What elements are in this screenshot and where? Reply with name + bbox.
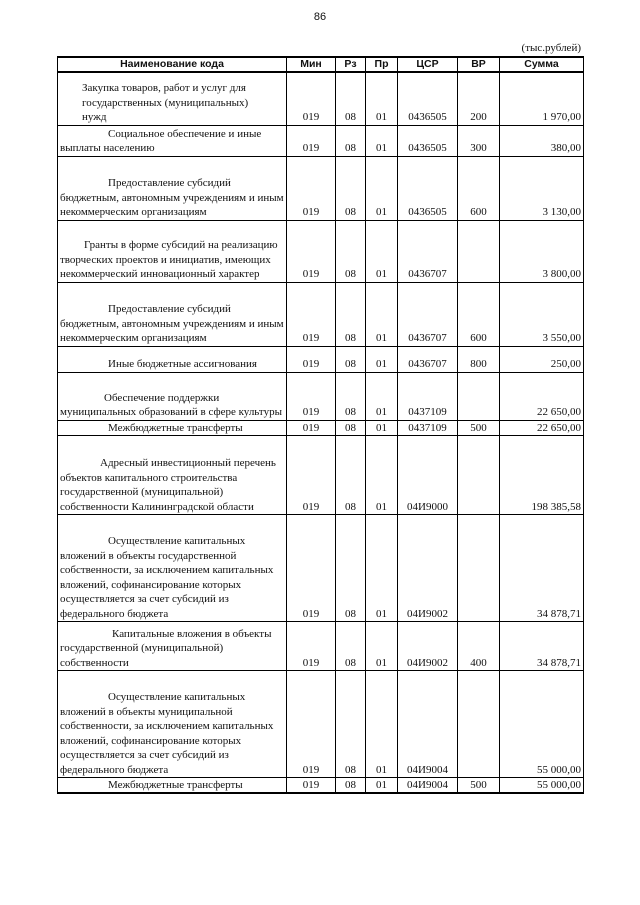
row-sum: 3 550,00 xyxy=(500,282,584,346)
row-pr: 01 xyxy=(366,156,398,220)
row-csr: 04И9000 xyxy=(398,435,458,514)
header-vr: ВР xyxy=(458,57,500,72)
row-sum: 198 385,58 xyxy=(500,435,584,514)
row-min: 019 xyxy=(287,621,336,670)
row-min: 019 xyxy=(287,220,336,282)
row-pr: 01 xyxy=(366,621,398,670)
table-row xyxy=(58,125,584,156)
row-sum: 1 970,00 xyxy=(500,72,584,125)
row-min: 019 xyxy=(287,435,336,514)
table-header-row xyxy=(58,57,584,72)
row-min: 019 xyxy=(287,346,336,372)
row-csr: 0437109 xyxy=(398,372,458,420)
row-vr: 200 xyxy=(458,72,500,125)
table-row xyxy=(58,670,584,777)
row-pr: 01 xyxy=(366,372,398,420)
row-pr: 01 xyxy=(366,420,398,435)
row-vr: 800 xyxy=(458,346,500,372)
row-sum: 250,00 xyxy=(500,346,584,372)
row-rz: 08 xyxy=(336,125,366,156)
row-vr xyxy=(458,435,500,514)
table-row xyxy=(58,72,584,125)
row-sum: 3 800,00 xyxy=(500,220,584,282)
row-min: 019 xyxy=(287,72,336,125)
page-number: 86 xyxy=(313,11,327,23)
row-name: Адресный инвестиционный перечень объектов капитального строительства государственной (муниципальной) собственности Калининградской области xyxy=(58,435,287,514)
row-rz: 08 xyxy=(336,346,366,372)
row-sum: 55 000,00 xyxy=(500,777,584,793)
row-min: 019 xyxy=(287,670,336,777)
row-sum: 3 130,00 xyxy=(500,156,584,220)
header-rz: Рз xyxy=(336,57,366,72)
header-min: Мин xyxy=(287,57,336,72)
row-csr: 0436505 xyxy=(398,125,458,156)
table-row xyxy=(58,156,584,220)
row-name: Обеспечение поддержки муниципальных образований в сфере культуры xyxy=(58,372,287,420)
table-row xyxy=(58,514,584,621)
row-csr: 04И9002 xyxy=(398,514,458,621)
table-row xyxy=(58,220,584,282)
row-rz: 08 xyxy=(336,72,366,125)
row-min: 019 xyxy=(287,514,336,621)
row-rz: 08 xyxy=(336,420,366,435)
row-csr: 04И9004 xyxy=(398,777,458,793)
row-sum: 380,00 xyxy=(500,125,584,156)
row-min: 019 xyxy=(287,420,336,435)
row-name: Социальное обеспечение и иные выплаты населению xyxy=(58,125,287,156)
row-csr: 0437109 xyxy=(398,420,458,435)
row-rz: 08 xyxy=(336,282,366,346)
row-name: Осуществление капитальных вложений в объекты муниципальной собственности, за исключением капитальных вложений, софинансирование которых осуществляется за счет субсидий из федерального бюджета xyxy=(58,670,287,777)
row-vr: 600 xyxy=(458,156,500,220)
row-sum: 22 650,00 xyxy=(500,372,584,420)
row-csr: 0436505 xyxy=(398,72,458,125)
table-row xyxy=(58,621,584,670)
row-name: Капитальные вложения в объекты государственной (муниципальной) собственности xyxy=(58,621,287,670)
table-row xyxy=(58,372,584,420)
row-name: Межбюджетные трансферты xyxy=(58,420,287,435)
row-rz: 08 xyxy=(336,777,366,793)
row-sum: 34 878,71 xyxy=(500,514,584,621)
row-csr: 0436707 xyxy=(398,282,458,346)
table-row xyxy=(58,420,584,435)
row-vr: 500 xyxy=(458,777,500,793)
row-rz: 08 xyxy=(336,372,366,420)
row-min: 019 xyxy=(287,777,336,793)
row-pr: 01 xyxy=(366,220,398,282)
row-name: Гранты в форме субсидий на реализацию творческих проектов и инициатив, имеющих некоммерческий инновационный характер xyxy=(58,220,287,282)
row-min: 019 xyxy=(287,372,336,420)
row-vr: 400 xyxy=(458,621,500,670)
row-vr: 500 xyxy=(458,420,500,435)
table-row xyxy=(58,346,584,372)
row-name: Иные бюджетные ассигнования xyxy=(58,346,287,372)
header-csr: ЦСР xyxy=(398,57,458,72)
row-sum: 34 878,71 xyxy=(500,621,584,670)
row-pr: 01 xyxy=(366,514,398,621)
header-name: Наименование кода xyxy=(58,57,287,72)
table-row xyxy=(58,777,584,793)
row-csr: 0436707 xyxy=(398,346,458,372)
row-vr: 600 xyxy=(458,282,500,346)
table-row xyxy=(58,282,584,346)
row-csr: 04И9002 xyxy=(398,621,458,670)
header-sum: Сумма xyxy=(500,57,584,72)
row-rz: 08 xyxy=(336,670,366,777)
row-csr: 0436505 xyxy=(398,156,458,220)
row-pr: 01 xyxy=(366,346,398,372)
row-sum: 22 650,00 xyxy=(500,420,584,435)
units-label: (тыс.рублей) xyxy=(521,42,581,54)
row-pr: 01 xyxy=(366,670,398,777)
row-pr: 01 xyxy=(366,72,398,125)
header-pr: Пр xyxy=(366,57,398,72)
row-csr: 04И9004 xyxy=(398,670,458,777)
row-vr xyxy=(458,514,500,621)
row-sum: 55 000,00 xyxy=(500,670,584,777)
row-min: 019 xyxy=(287,282,336,346)
row-rz: 08 xyxy=(336,514,366,621)
row-name: Осуществление капитальных вложений в объекты государственной собственности, за исключением капитальных вложений, софинансирование которых осуществляется за счет субсидий из федерального бюджета xyxy=(58,514,287,621)
row-pr: 01 xyxy=(366,282,398,346)
row-csr: 0436707 xyxy=(398,220,458,282)
table-row xyxy=(58,435,584,514)
row-vr xyxy=(458,220,500,282)
row-min: 019 xyxy=(287,125,336,156)
row-rz: 08 xyxy=(336,220,366,282)
row-vr xyxy=(458,372,500,420)
row-name: Закупка товаров, работ и услуг для государственных (муниципальных) нужд xyxy=(58,72,287,125)
budget-table xyxy=(57,56,584,794)
row-pr: 01 xyxy=(366,435,398,514)
row-vr xyxy=(458,670,500,777)
row-rz: 08 xyxy=(336,156,366,220)
row-pr: 01 xyxy=(366,777,398,793)
row-name: Межбюджетные трансферты xyxy=(58,777,287,793)
row-rz: 08 xyxy=(336,435,366,514)
row-vr: 300 xyxy=(458,125,500,156)
row-rz: 08 xyxy=(336,621,366,670)
row-name: Предоставление субсидий бюджетным, автономным учреждениям и иным некоммерческим организациям xyxy=(58,156,287,220)
row-min: 019 xyxy=(287,156,336,220)
row-pr: 01 xyxy=(366,125,398,156)
row-name: Предоставление субсидий бюджетным, автономным учреждениям и иным некоммерческим организациям xyxy=(58,282,287,346)
